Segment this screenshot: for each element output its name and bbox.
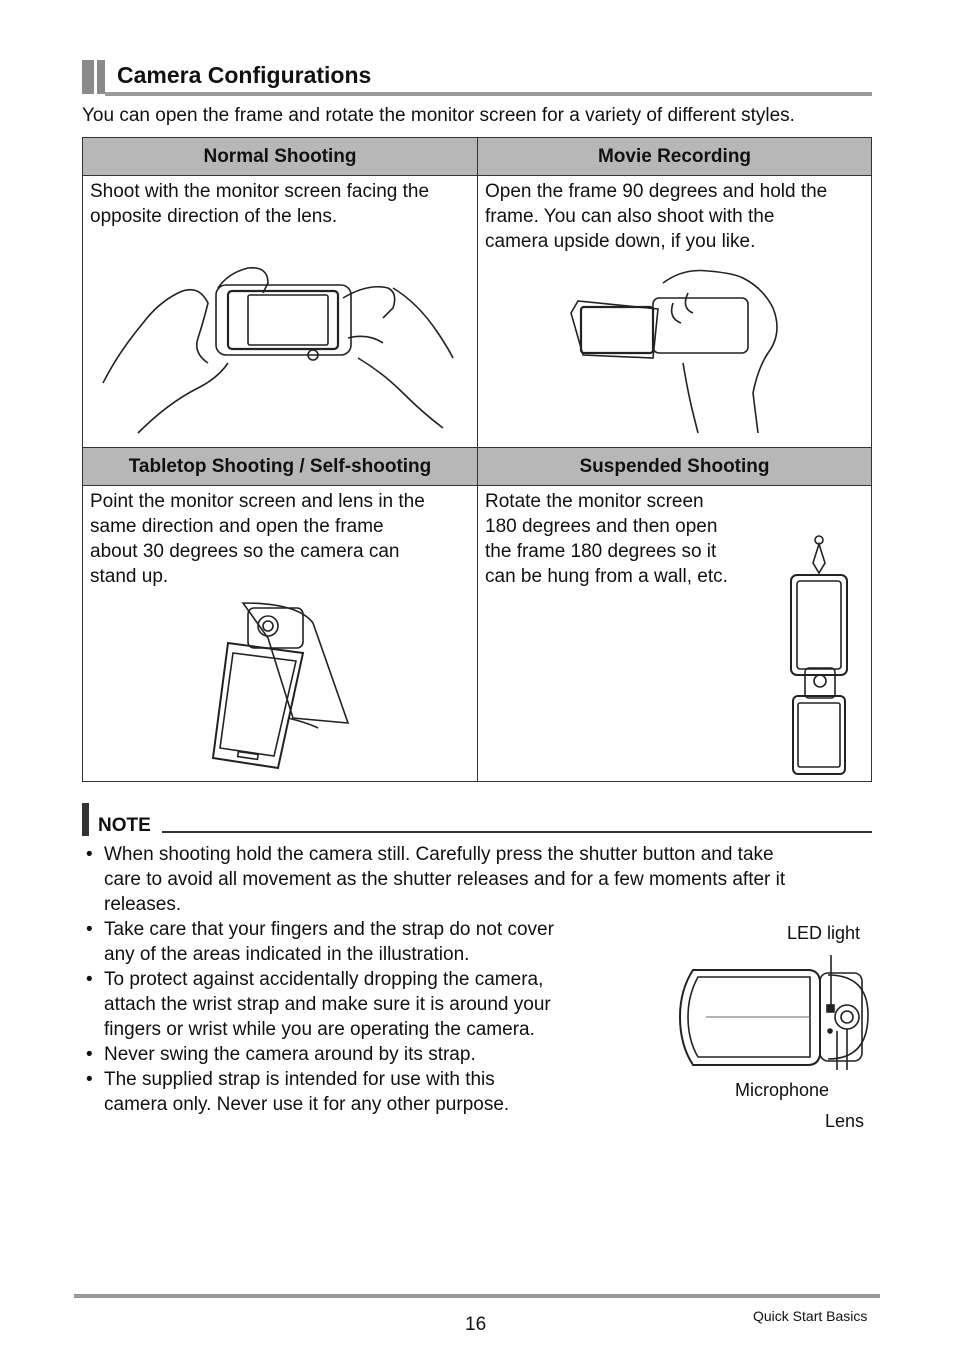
configurations-table xyxy=(82,137,872,782)
section-title: Camera Configurations xyxy=(117,62,372,88)
note-label: NOTE xyxy=(98,815,151,836)
callout-microphone: Microphone xyxy=(735,1080,830,1100)
footer-section-name: Quick Start Basics xyxy=(753,1308,868,1324)
movie-recording-text: Open the frame 90 degrees and hold the frame. You can also shoot with the camera upside down, if you like. xyxy=(485,181,828,252)
note-bar xyxy=(82,803,89,836)
suspended-shooting-text: Rotate the monitor screen 180 degrees and then open the frame 180 degrees so it can be hung from a wall, etc. xyxy=(485,491,728,587)
callout-led-light: LED light xyxy=(787,923,861,943)
header-movie-recording: Movie Recording xyxy=(478,138,871,175)
callout-lens: Lens xyxy=(825,1111,865,1131)
list-item: • To protect against accidentally dropping the camera, attach the wrist strap and make sure it is around your fingers or wrist while you are operating the camera. xyxy=(86,969,551,1040)
section-heading-bars xyxy=(82,60,112,94)
suspended-shooting-illustration xyxy=(783,533,858,778)
section-rule xyxy=(105,92,872,96)
camera-front-illustration xyxy=(678,955,873,1070)
footer-rule xyxy=(74,1294,880,1298)
tabletop-shooting-text: Point the monitor screen and lens in the same direction and open the frame about 30 degrees so the camera can stand up. xyxy=(90,491,425,587)
list-item: • Never swing the camera around by its strap. xyxy=(86,1044,476,1065)
header-tabletop-shooting: Tabletop Shooting / Self-shooting xyxy=(83,448,477,485)
tabletop-shooting-illustration xyxy=(208,598,353,773)
list-item: • Take care that your fingers and the strap do not cover any of the areas indicated in the illustration. xyxy=(86,919,554,965)
intro-text: You can open the frame and rotate the monitor screen for a variety of different styles. xyxy=(82,105,795,126)
normal-shooting-illustration xyxy=(98,263,458,443)
normal-shooting-text: Shoot with the monitor screen facing the opposite direction of the lens. xyxy=(90,181,430,227)
list-item: • When shooting hold the camera still. Carefully press the shutter button and take care to avoid all movement as the shutter releases and for a few moments after it releases. xyxy=(86,844,786,915)
header-normal-shooting: Normal Shooting xyxy=(83,138,477,175)
note-rule xyxy=(162,831,872,833)
header-suspended-shooting: Suspended Shooting xyxy=(478,448,871,485)
page-number: 16 xyxy=(465,1314,487,1335)
movie-recording-illustration xyxy=(563,263,793,438)
list-item: • The supplied strap is intended for use with this camera only. Never use it for any other purpose. xyxy=(86,1069,510,1115)
